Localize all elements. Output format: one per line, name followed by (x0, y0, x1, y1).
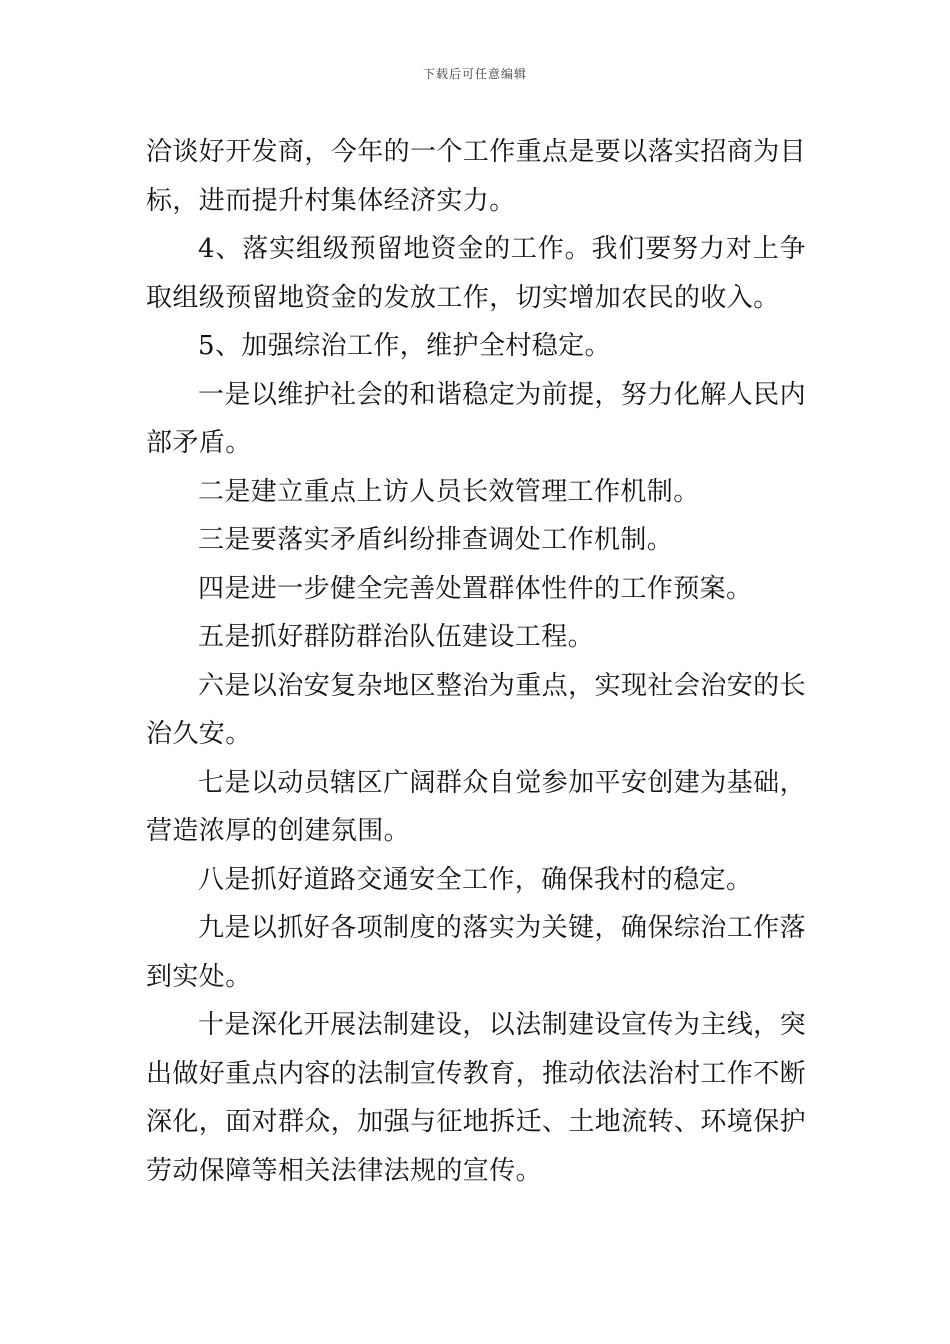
paragraph-item-5: 5、加强综治工作，维护全村稳定。 (198, 331, 611, 361)
paragraph-point-8: 八是抓好道路交通安全工作，确保我村的稳定。 (198, 864, 753, 895)
paragraph-investment: 洽谈好开发商，今年的一个工作重点是要以落实招商为目标，进而提升村集体经济实力。 (146, 137, 807, 216)
paragraph-point-5: 五是抓好群防群治队伍建设工程。 (198, 622, 595, 652)
paragraph-point-10: 十是深化开展法制建设，以法制建设宣传为主线，突出做好重点内容的法制宣传教育，推动依法治村工作不断深化，面对群众，加强与征地拆迁、土地流转、环境保护劳动保障等相关法律法规的宣传。 (146, 1010, 807, 1186)
paragraph-point-4: 四是进一步健全完善处置群体性件的工作预案。 (198, 573, 753, 604)
paragraph-item-4: 4、落实组级预留地资金的工作。我们要努力对上争取组级预留地资金的发放工作，切实增加农民的收入。 (146, 234, 806, 313)
paragraph-point-7: 七是以动员辖区广阔群众自觉参加平安创建为基础，营造浓厚的创建氛围。 (146, 767, 806, 846)
paragraph-point-9: 九是以抓好各项制度的落实为关键，确保综治工作落到实处。 (146, 913, 806, 992)
page-header-note: 下载后可任意编辑 (422, 67, 527, 81)
document-body (146, 128, 806, 1195)
paragraph-point-6: 六是以治安复杂地区整治为重点，实现社会治安的长治久安。 (146, 670, 806, 749)
paragraph-point-2: 二是建立重点上访人员长效管理工作机制。 (198, 476, 700, 507)
paragraph-point-3: 三是要落实矛盾纠纷排查调处工作机制。 (198, 525, 674, 555)
paragraph-point-1: 一是以维护社会的和谐稳定为前提，努力化解人民内部矛盾。 (146, 379, 806, 458)
